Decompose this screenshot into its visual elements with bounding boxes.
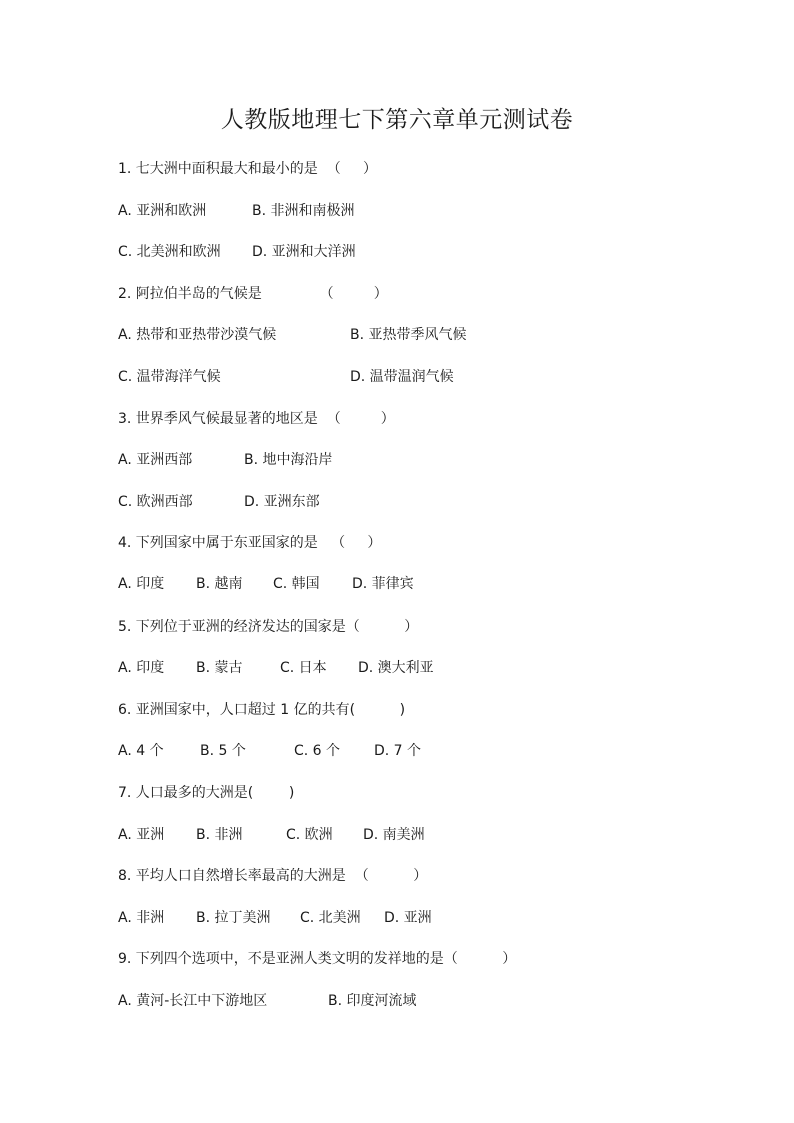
question-1-stem: 1. 七大洲中面积最大和最小的是 （ ） [118, 161, 377, 177]
option-d: D. 澳大利亚 [358, 660, 434, 676]
option-c: C. 日本 [280, 660, 327, 676]
question-9-options-row [118, 991, 417, 1011]
question-3-options-row-2 [118, 492, 320, 512]
option-d: D. 菲律宾 [352, 576, 414, 592]
option-b: B. 亚热带季风气候 [350, 327, 467, 343]
option-d: D. 亚洲东部 [244, 494, 320, 510]
question-2-stem: 2. 阿拉伯半岛的气候是 （ ） [118, 286, 388, 302]
option-c: C. 韩国 [273, 576, 320, 592]
option-a: A. 印度 [118, 576, 165, 592]
option-a: A. 印度 [118, 660, 165, 676]
option-d: D. 亚洲和大洋洲 [252, 244, 356, 260]
option-d: D. 7 个 [374, 743, 422, 759]
option-b: B. 5 个 [200, 743, 246, 759]
question-1-options-row-2 [118, 242, 356, 262]
option-d: D. 南美洲 [363, 827, 425, 843]
option-c: C. 北美洲和欧洲 [118, 244, 221, 260]
question-2-options-row-1 [118, 325, 467, 345]
question-3-options-row-1 [118, 450, 333, 470]
option-d: D. 亚洲 [384, 910, 432, 926]
option-c: C. 6 个 [294, 743, 341, 759]
option-a: A. 亚洲和欧洲 [118, 203, 207, 219]
option-a: A. 黄河-长江中下游地区 [118, 993, 268, 1009]
option-b: B. 非洲和南极洲 [252, 203, 355, 219]
option-b: B. 印度河流域 [328, 993, 417, 1009]
question-2-options-row-2 [118, 367, 454, 387]
question-6-options-row [118, 741, 422, 761]
question-5-stem: 5. 下列位于亚洲的经济发达的国家是（ ） [118, 619, 419, 635]
option-b: B. 非洲 [196, 827, 243, 843]
question-4-options-row [118, 574, 414, 594]
option-a: A. 非洲 [118, 910, 165, 926]
option-a: A. 亚洲西部 [118, 452, 193, 468]
question-8-stem: 8. 平均人口自然增长率最高的大洲是 （ ） [118, 868, 428, 884]
question-3-stem: 3. 世界季风气候最显著的地区是 （ ） [118, 411, 395, 427]
question-9-stem: 9. 下列四个选项中，不是亚洲人类文明的发祥地的是（ ） [118, 951, 517, 967]
option-b: B. 越南 [196, 576, 243, 592]
page-title: 人教版地理七下第六章单元测试卷 [220, 107, 574, 133]
question-8-options-row [118, 908, 432, 928]
option-d: D. 温带温润气候 [350, 369, 454, 385]
option-a: A. 热带和亚热带沙漠气候 [118, 327, 277, 343]
question-7-stem: 7. 人口最多的大洲是( ) [118, 785, 295, 801]
option-c: C. 温带海洋气候 [118, 369, 221, 385]
option-a: A. 亚洲 [118, 827, 165, 843]
option-c: C. 北美洲 [300, 910, 361, 926]
question-5-options-row [118, 658, 434, 678]
question-1-options-row-1 [118, 201, 355, 221]
option-c: C. 欧洲西部 [118, 494, 193, 510]
question-6-stem: 6. 亚洲国家中，人口超过 1 亿的共有( ) [118, 702, 406, 718]
option-b: B. 蒙古 [196, 660, 243, 676]
option-a: A. 4 个 [118, 743, 164, 759]
question-7-options-row [118, 825, 425, 845]
option-b: B. 拉丁美洲 [196, 910, 271, 926]
question-4-stem: 4. 下列国家中属于东亚国家的是 （ ） [118, 535, 382, 551]
option-b: B. 地中海沿岸 [244, 452, 333, 468]
option-c: C. 欧洲 [286, 827, 333, 843]
